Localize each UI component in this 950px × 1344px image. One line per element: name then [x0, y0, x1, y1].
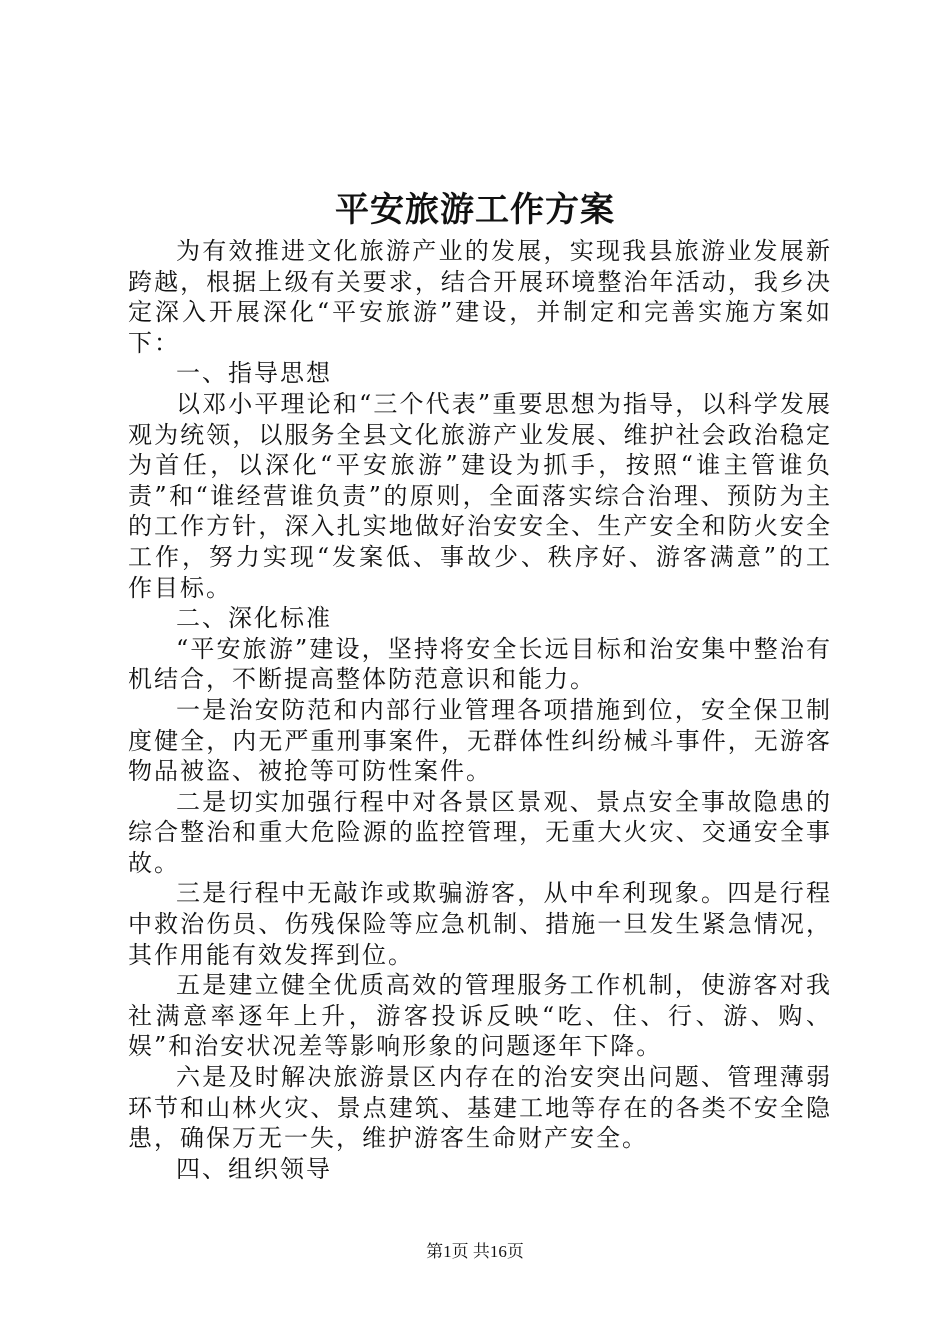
paragraph-guiding-ideology: 以邓小平理论和“三个代表”重要思想为指导，以科学发展观为统领，以服务全县文化旅游产业发展、维护社会政治稳定为首任，以深化“平安旅游”建设为抓手，按照“谁主管谁负责”和“谁经营谁负责”的原则，全面落实综合治理、预防为主的工作方针，深入扎实地做好治安安全、生产安全和防火安全工作，努力实现“发案低、事故少、秩序好、游客满意”的工作目标。	[128, 389, 832, 602]
paragraph-standard-3-4: 三是行程中无敲诈或欺骗游客，从中牟利现象。四是行程中救治伤员、伤残保险等应急机制、措施一旦发生紧急情况，其作用能有效发挥到位。	[128, 879, 832, 969]
section-heading-standards: 二、深化标准	[176, 604, 332, 633]
paragraph-standard-2: 二是切实加强行程中对各景区景观、景点安全事故隐患的综合整治和重大危险源的监控管理，无重大火灾、交通安全事故。	[128, 787, 832, 877]
document-body	[128, 236, 832, 1184]
section-heading-organization: 四、组织领导	[176, 1154, 332, 1183]
paragraph-intro: 为有效推进文化旅游产业的发展，实现我县旅游业发展新跨越，根据上级有关要求，结合开展环境整治年活动，我乡决定深入开展深化“平安旅游”建设，并制定和完善实施方案如下：	[128, 237, 832, 357]
section-heading-guiding-ideology: 一、指导思想	[176, 359, 332, 388]
paragraph-standards-intro: “平安旅游”建设，坚持将安全长远目标和治安集中整治有机结合，不断提高整体防范意识和能力。	[128, 634, 832, 694]
document-title: 平安旅游工作方案	[335, 190, 615, 230]
page-number-footer: 第1页 共16页	[426, 1242, 524, 1261]
paragraph-standard-6: 六是及时解决旅游景区内存在的治安突出问题、管理薄弱环节和山林火灾、景点建筑、基建工地等存在的各类不安全隐患，确保万无一失，维护游客生命财产安全。	[128, 1063, 832, 1153]
paragraph-standard-1: 一是治安防范和内部行业管理各项措施到位，安全保卫制度健全，内无严重刑事案件，无群体性纠纷械斗事件，无游客物品被盗、被抢等可防性案件。	[128, 695, 832, 786]
paragraph-standard-5: 五是建立健全优质高效的管理服务工作机制，使游客对我社满意率逐年上升，游客投诉反映“吃、住、行、游、购、娱”和治安状况差等影响形象的问题逐年下降。	[128, 971, 832, 1061]
